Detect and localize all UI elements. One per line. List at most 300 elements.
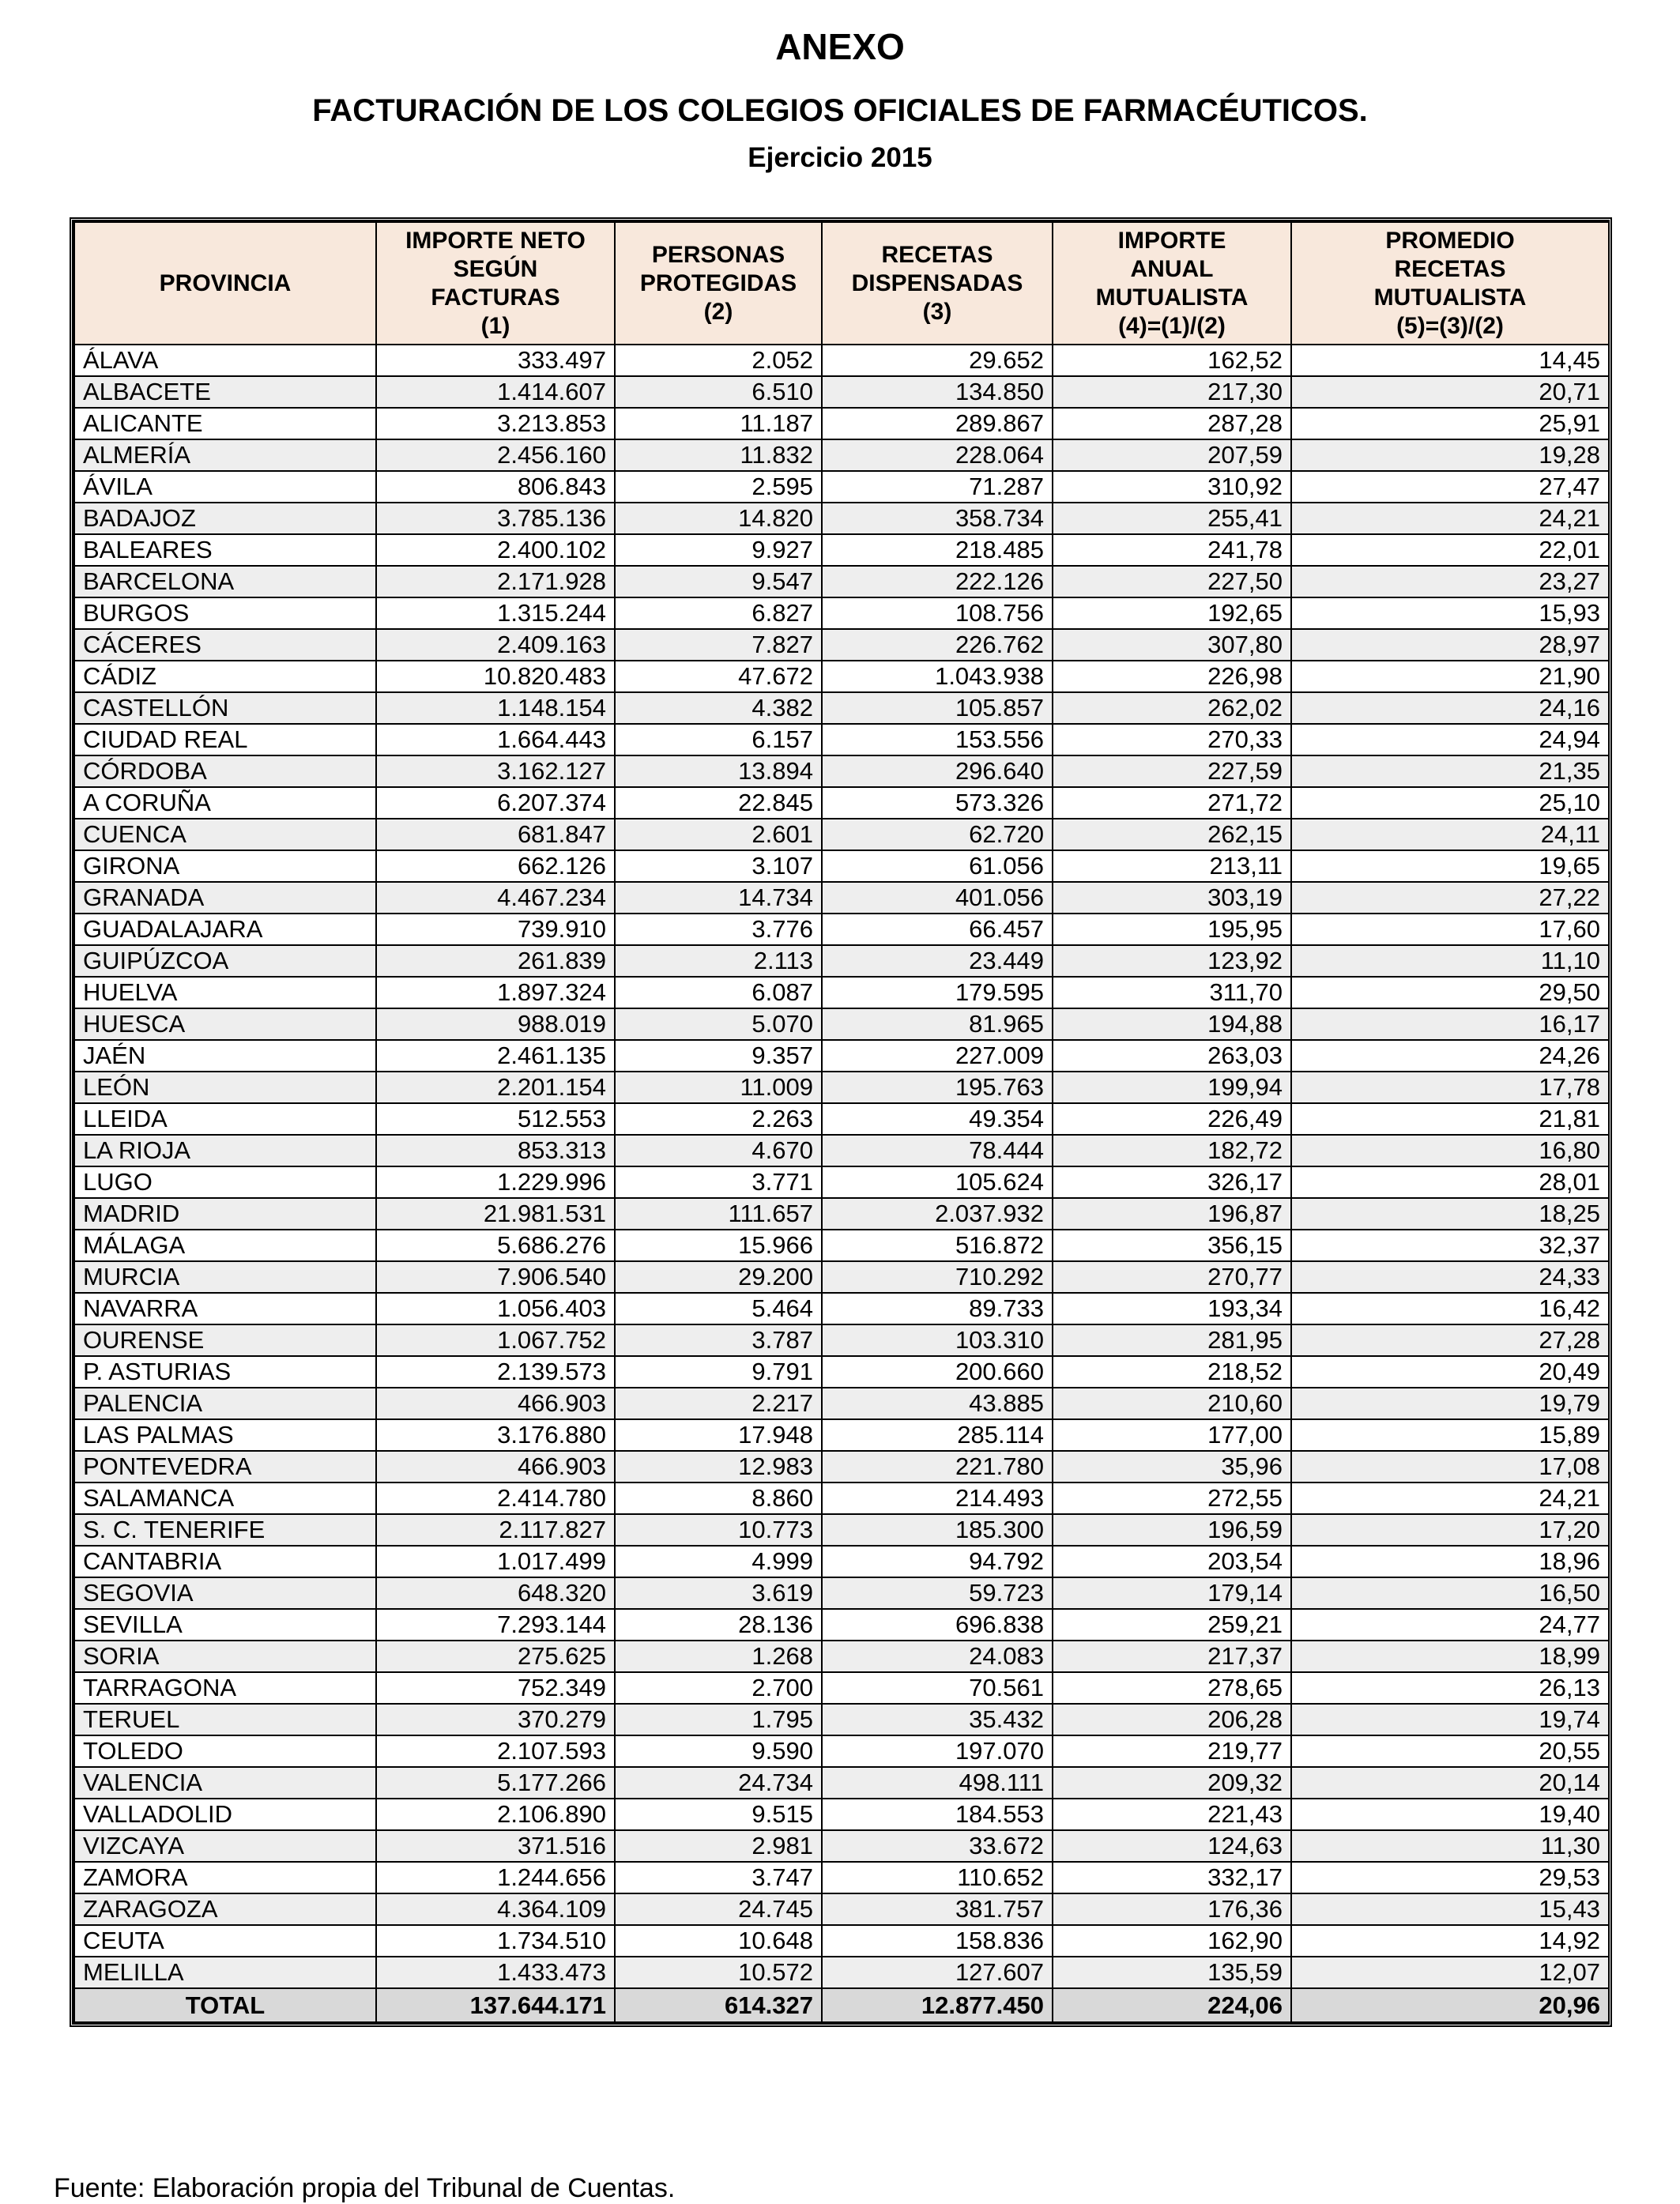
col-promedio-recetas-cell: 28,97 [1291, 629, 1609, 661]
col-promedio-recetas-header [1291, 222, 1609, 345]
table-row [74, 503, 1609, 534]
col-personas-protegidas-cell: 2.601 [615, 819, 822, 850]
col-promedio-recetas-cell: 15,89 [1291, 1419, 1609, 1451]
table-row [74, 1767, 1609, 1799]
table-row [74, 1704, 1609, 1735]
table-row [74, 1735, 1609, 1767]
col-recetas-dispensadas-cell: 81.965 [822, 1008, 1053, 1040]
col-promedio-recetas-cell: 18,96 [1291, 1546, 1609, 1577]
col-personas-protegidas-cell: 9.590 [615, 1735, 822, 1767]
page-title: ANEXO [775, 26, 905, 67]
table-row [74, 1925, 1609, 1957]
col-promedio-recetas-cell: 14,45 [1291, 345, 1609, 376]
col-promedio-recetas-cell: 23,27 [1291, 566, 1609, 597]
col-personas-protegidas-cell: 24.745 [615, 1893, 822, 1925]
col-recetas-dispensadas-cell: 105.624 [822, 1166, 1053, 1198]
col-importe-anual-cell: 270,33 [1053, 724, 1291, 755]
col-importe-neto-cell: 5.177.266 [376, 1767, 615, 1799]
col-recetas-dispensadas-cell: 62.720 [822, 819, 1053, 850]
province-cell: LA RIOJA [74, 1135, 376, 1166]
col-importe-neto-cell: 1.067.752 [376, 1324, 615, 1356]
table-row [74, 692, 1609, 724]
col-importe-anual-header [1053, 222, 1291, 345]
col-promedio-recetas-cell: 27,47 [1291, 471, 1609, 503]
col-importe-neto-cell: 371.516 [376, 1830, 615, 1862]
col-promedio-recetas-cell: 25,91 [1291, 408, 1609, 439]
col-personas-protegidas-cell: 29.200 [615, 1261, 822, 1293]
header-line: ANUAL [1130, 255, 1214, 282]
col-personas-protegidas-cell: 17.948 [615, 1419, 822, 1451]
header-line: (2) [703, 298, 733, 325]
table-header-row [74, 222, 1609, 345]
province-cell: CASTELLÓN [74, 692, 376, 724]
col-importe-anual-cell: 192,65 [1053, 597, 1291, 629]
col-promedio-recetas-cell: 11,10 [1291, 945, 1609, 977]
col-importe-anual-cell: 196,59 [1053, 1514, 1291, 1546]
col-recetas-dispensadas-cell: 195.763 [822, 1072, 1053, 1103]
col-personas-protegidas-cell: 3.747 [615, 1862, 822, 1893]
col-promedio-recetas-cell: 17,08 [1291, 1451, 1609, 1483]
col-personas-protegidas-cell: 5.070 [615, 1008, 822, 1040]
col-personas-protegidas-cell: 5.464 [615, 1293, 822, 1324]
col-personas-protegidas-cell: 9.547 [615, 566, 822, 597]
province-cell: LLEIDA [74, 1103, 376, 1135]
col-personas-protegidas-cell: 6.510 [615, 376, 822, 408]
col-importe-anual-cell: 162,52 [1053, 345, 1291, 376]
province-cell: CEUTA [74, 1925, 376, 1957]
header-line: PROTEGIDAS [639, 269, 797, 296]
table-row [74, 471, 1609, 503]
col-personas-protegidas-cell: 2.052 [615, 345, 822, 376]
province-cell: CÁCERES [74, 629, 376, 661]
col-personas-protegidas-cell: 1.795 [615, 1704, 822, 1735]
col-personas-protegidas-cell: 11.832 [615, 439, 822, 471]
table-row [74, 1324, 1609, 1356]
col-importe-anual-cell: 310,92 [1053, 471, 1291, 503]
table-row [74, 661, 1609, 692]
col-personas-protegidas-cell: 15.966 [615, 1230, 822, 1261]
col-personas-protegidas-cell: 8.860 [615, 1483, 822, 1514]
province-cell: A CORUÑA [74, 787, 376, 819]
col-importe-neto-cell: 5.686.276 [376, 1230, 615, 1261]
province-cell: TARRAGONA [74, 1672, 376, 1704]
col-recetas-dispensadas-cell: 43.885 [822, 1388, 1053, 1419]
col-importe-anual-cell: 263,03 [1053, 1040, 1291, 1072]
province-cell: VALENCIA [74, 1767, 376, 1799]
col-importe-neto-cell: 7.906.540 [376, 1261, 615, 1293]
table-body [74, 345, 1609, 2022]
col-personas-protegidas-cell: 14.734 [615, 882, 822, 914]
col-importe-neto-cell: 6.207.374 [376, 787, 615, 819]
col-importe-anual-cell: 272,55 [1053, 1483, 1291, 1514]
col-personas-protegidas-cell: 2.217 [615, 1388, 822, 1419]
col-promedio-recetas-cell: 24,21 [1291, 1483, 1609, 1514]
province-cell: ÁLAVA [74, 345, 376, 376]
col-importe-neto-cell: 2.107.593 [376, 1735, 615, 1767]
col-personas-protegidas-cell: 1.268 [615, 1641, 822, 1672]
col-personas-protegidas-cell: 3.107 [615, 850, 822, 882]
col-importe-anual-cell: 207,59 [1053, 439, 1291, 471]
table-row [74, 376, 1609, 408]
col-personas-protegidas-cell: 6.087 [615, 977, 822, 1008]
col-importe-anual-cell: 241,78 [1053, 534, 1291, 566]
col-recetas-dispensadas-cell: 24.083 [822, 1641, 1053, 1672]
col-recetas-dispensadas-cell: 2.037.932 [822, 1198, 1053, 1230]
col-promedio-recetas-cell: 29,53 [1291, 1862, 1609, 1893]
col-personas-protegidas-cell: 2.113 [615, 945, 822, 977]
col-promedio-recetas-cell: 24,77 [1291, 1609, 1609, 1641]
col-importe-neto-cell: 2.456.160 [376, 439, 615, 471]
col-recetas-dispensadas-cell: 228.064 [822, 439, 1053, 471]
col-recetas-dispensadas-cell: 78.444 [822, 1135, 1053, 1166]
col-importe-neto-cell: 2.139.573 [376, 1356, 615, 1388]
province-cell: LUGO [74, 1166, 376, 1198]
table-row [74, 1483, 1609, 1514]
col-importe-anual-cell: 219,77 [1053, 1735, 1291, 1767]
col-personas-protegidas-cell: 10.773 [615, 1514, 822, 1546]
province-cell: SEGOVIA [74, 1577, 376, 1609]
billing-table-frame [70, 217, 1612, 2027]
col-importe-neto-cell: 1.734.510 [376, 1925, 615, 1957]
table-row [74, 1957, 1609, 1988]
table-row [74, 787, 1609, 819]
col-promedio-recetas-cell: 17,60 [1291, 914, 1609, 945]
col-promedio-recetas-cell: 26,13 [1291, 1672, 1609, 1704]
province-cell: S. C. TENERIFE [74, 1514, 376, 1546]
total-label: TOTAL [74, 1988, 376, 2022]
table-row [74, 408, 1609, 439]
col-promedio-recetas-cell: 12,07 [1291, 1957, 1609, 1988]
col-importe-anual-cell: 226,49 [1053, 1103, 1291, 1135]
header-line: (5)=(3)/(2) [1396, 312, 1504, 339]
col-importe-anual-cell: 209,32 [1053, 1767, 1291, 1799]
table-row [74, 914, 1609, 945]
col-recetas-dispensadas-cell: 179.595 [822, 977, 1053, 1008]
col-recetas-dispensadas-cell: 108.756 [822, 597, 1053, 629]
col-promedio-recetas-cell: 24,94 [1291, 724, 1609, 755]
col-recetas-dispensadas-cell: 127.607 [822, 1957, 1053, 1988]
col-recetas-dispensadas-cell: 573.326 [822, 787, 1053, 819]
col-personas-protegidas-cell: 4.999 [615, 1546, 822, 1577]
col-personas-protegidas-cell: 11.187 [615, 408, 822, 439]
table-row [74, 439, 1609, 471]
col-importe-anual-total: 224,06 [1053, 1988, 1291, 2022]
col-importe-anual-cell: 255,41 [1053, 503, 1291, 534]
col-promedio-recetas-cell: 19,28 [1291, 439, 1609, 471]
col-importe-neto-cell: 1.056.403 [376, 1293, 615, 1324]
col-importe-neto-cell: 662.126 [376, 850, 615, 882]
province-cell: CÓRDOBA [74, 755, 376, 787]
col-recetas-dispensadas-cell: 29.652 [822, 345, 1053, 376]
col-provincia-header [74, 222, 376, 345]
col-recetas-dispensadas-total: 12.877.450 [822, 1988, 1053, 2022]
col-importe-neto-cell: 3.785.136 [376, 503, 615, 534]
province-cell: JAÉN [74, 1040, 376, 1072]
col-importe-anual-cell: 270,77 [1053, 1261, 1291, 1293]
table-row [74, 1388, 1609, 1419]
col-personas-protegidas-cell: 11.009 [615, 1072, 822, 1103]
col-importe-anual-cell: 179,14 [1053, 1577, 1291, 1609]
table-row [74, 1166, 1609, 1198]
province-cell: VIZCAYA [74, 1830, 376, 1862]
province-cell: BURGOS [74, 597, 376, 629]
province-cell: SORIA [74, 1641, 376, 1672]
table-row [74, 1008, 1609, 1040]
header-line: PERSONAS [651, 241, 785, 268]
col-importe-anual-cell: 259,21 [1053, 1609, 1291, 1641]
col-recetas-dispensadas-cell: 89.733 [822, 1293, 1053, 1324]
table-row [74, 1198, 1609, 1230]
col-recetas-dispensadas-cell: 66.457 [822, 914, 1053, 945]
col-importe-anual-cell: 356,15 [1053, 1230, 1291, 1261]
table-row [74, 1830, 1609, 1862]
col-personas-protegidas-cell: 12.983 [615, 1451, 822, 1483]
col-promedio-recetas-cell: 24,33 [1291, 1261, 1609, 1293]
province-cell: CUENCA [74, 819, 376, 850]
col-recetas-dispensadas-cell: 226.762 [822, 629, 1053, 661]
col-importe-anual-cell: 262,15 [1053, 819, 1291, 850]
col-personas-protegidas-total: 614.327 [615, 1988, 822, 2022]
table-row [74, 1799, 1609, 1830]
col-importe-neto-cell: 648.320 [376, 1577, 615, 1609]
col-personas-protegidas-cell: 14.820 [615, 503, 822, 534]
col-recetas-dispensadas-cell: 1.043.938 [822, 661, 1053, 692]
col-personas-protegidas-cell: 9.791 [615, 1356, 822, 1388]
header-line: PROMEDIO [1385, 227, 1515, 254]
col-importe-neto-cell: 2.171.928 [376, 566, 615, 597]
table-row [74, 1261, 1609, 1293]
col-personas-protegidas-cell: 6.157 [615, 724, 822, 755]
province-cell: GUIPÚZCOA [74, 945, 376, 977]
col-importe-anual-cell: 196,87 [1053, 1198, 1291, 1230]
col-recetas-dispensadas-cell: 710.292 [822, 1261, 1053, 1293]
table-row [74, 1641, 1609, 1672]
col-promedio-recetas-cell: 20,14 [1291, 1767, 1609, 1799]
col-recetas-dispensadas-cell: 49.354 [822, 1103, 1053, 1135]
col-importe-anual-cell: 218,52 [1053, 1356, 1291, 1388]
table-row [74, 724, 1609, 755]
page-subtitle: FACTURACIÓN DE LOS COLEGIOS OFICIALES DE FARMACÉUTICOS. [312, 93, 1368, 128]
col-promedio-recetas-cell: 16,50 [1291, 1577, 1609, 1609]
col-importe-neto-cell: 4.364.109 [376, 1893, 615, 1925]
col-recetas-dispensadas-cell: 221.780 [822, 1451, 1053, 1483]
col-recetas-dispensadas-cell: 222.126 [822, 566, 1053, 597]
province-cell: ÁVILA [74, 471, 376, 503]
col-importe-anual-cell: 135,59 [1053, 1957, 1291, 1988]
col-importe-anual-cell: 124,63 [1053, 1830, 1291, 1862]
header-line: (3) [922, 298, 952, 325]
col-personas-protegidas-cell: 2.981 [615, 1830, 822, 1862]
col-promedio-recetas-cell: 24,11 [1291, 819, 1609, 850]
col-personas-protegidas-cell: 28.136 [615, 1609, 822, 1641]
col-promedio-recetas-cell: 21,90 [1291, 661, 1609, 692]
col-promedio-recetas-cell: 18,25 [1291, 1198, 1609, 1230]
province-cell: PALENCIA [74, 1388, 376, 1419]
col-importe-neto-cell: 1.664.443 [376, 724, 615, 755]
col-importe-neto-cell: 1.433.473 [376, 1957, 615, 1988]
province-cell: CANTABRIA [74, 1546, 376, 1577]
col-importe-neto-cell: 2.117.827 [376, 1514, 615, 1546]
header-line: RECETAS [881, 241, 993, 268]
col-promedio-recetas-cell: 19,65 [1291, 850, 1609, 882]
col-importe-neto-cell: 7.293.144 [376, 1609, 615, 1641]
col-importe-neto-total: 137.644.171 [376, 1988, 615, 2022]
col-importe-neto-cell: 1.017.499 [376, 1546, 615, 1577]
col-importe-neto-cell: 466.903 [376, 1451, 615, 1483]
table-row [74, 819, 1609, 850]
col-recetas-dispensadas-cell: 94.792 [822, 1546, 1053, 1577]
col-promedio-recetas-cell: 28,01 [1291, 1166, 1609, 1198]
header-line: RECETAS [1394, 255, 1506, 282]
col-importe-neto-cell: 1.229.996 [376, 1166, 615, 1198]
header-line: SEGÚN [453, 255, 538, 282]
province-cell: ZARAGOZA [74, 1893, 376, 1925]
col-importe-anual-cell: 162,90 [1053, 1925, 1291, 1957]
table-row [74, 945, 1609, 977]
col-importe-anual-cell: 332,17 [1053, 1862, 1291, 1893]
province-cell: LEÓN [74, 1072, 376, 1103]
col-personas-protegidas-cell: 4.382 [615, 692, 822, 724]
col-importe-anual-cell: 193,34 [1053, 1293, 1291, 1324]
province-cell: BADAJOZ [74, 503, 376, 534]
col-importe-anual-cell: 35,96 [1053, 1451, 1291, 1483]
province-cell: ZAMORA [74, 1862, 376, 1893]
col-personas-protegidas-cell: 9.927 [615, 534, 822, 566]
col-importe-neto-cell: 752.349 [376, 1672, 615, 1704]
col-recetas-dispensadas-cell: 296.640 [822, 755, 1053, 787]
col-promedio-recetas-cell: 21,35 [1291, 755, 1609, 787]
header-line: MUTUALISTA [1095, 284, 1249, 311]
col-recetas-dispensadas-cell: 59.723 [822, 1577, 1053, 1609]
col-promedio-recetas-cell: 20,71 [1291, 376, 1609, 408]
table-row [74, 345, 1609, 376]
col-personas-protegidas-cell: 3.787 [615, 1324, 822, 1356]
col-importe-neto-cell: 3.162.127 [376, 755, 615, 787]
table-row [74, 1893, 1609, 1925]
col-promedio-recetas-cell: 17,78 [1291, 1072, 1609, 1103]
col-importe-anual-cell: 271,72 [1053, 787, 1291, 819]
col-importe-anual-cell: 195,95 [1053, 914, 1291, 945]
col-recetas-dispensadas-cell: 289.867 [822, 408, 1053, 439]
col-personas-protegidas-cell: 2.595 [615, 471, 822, 503]
col-importe-anual-cell: 194,88 [1053, 1008, 1291, 1040]
col-importe-anual-cell: 281,95 [1053, 1324, 1291, 1356]
col-recetas-dispensadas-cell: 516.872 [822, 1230, 1053, 1261]
table-row [74, 566, 1609, 597]
table-row [74, 1356, 1609, 1388]
col-recetas-dispensadas-cell: 35.432 [822, 1704, 1053, 1735]
col-promedio-recetas-cell: 24,26 [1291, 1040, 1609, 1072]
col-recetas-dispensadas-cell: 158.836 [822, 1925, 1053, 1957]
col-recetas-dispensadas-cell: 134.850 [822, 376, 1053, 408]
col-importe-anual-cell: 199,94 [1053, 1072, 1291, 1103]
col-importe-neto-cell: 21.981.531 [376, 1198, 615, 1230]
table-row [74, 629, 1609, 661]
col-importe-anual-cell: 303,19 [1053, 882, 1291, 914]
table-row [74, 1040, 1609, 1072]
col-importe-neto-cell: 275.625 [376, 1641, 615, 1672]
col-importe-anual-cell: 217,30 [1053, 376, 1291, 408]
col-recetas-dispensadas-cell: 214.493 [822, 1483, 1053, 1514]
province-cell: SEVILLA [74, 1609, 376, 1641]
col-importe-neto-cell: 10.820.483 [376, 661, 615, 692]
col-importe-neto-cell: 2.461.135 [376, 1040, 615, 1072]
col-promedio-recetas-cell: 19,79 [1291, 1388, 1609, 1419]
header-line: DISPENSADAS [851, 269, 1023, 296]
col-personas-protegidas-cell: 2.263 [615, 1103, 822, 1135]
col-recetas-dispensadas-cell: 185.300 [822, 1514, 1053, 1546]
col-recetas-dispensadas-cell: 110.652 [822, 1862, 1053, 1893]
col-recetas-dispensadas-cell: 285.114 [822, 1419, 1053, 1451]
province-cell: MADRID [74, 1198, 376, 1230]
col-importe-neto-cell: 3.176.880 [376, 1419, 615, 1451]
province-cell: GRANADA [74, 882, 376, 914]
province-cell: HUELVA [74, 977, 376, 1008]
col-recetas-dispensadas-header [822, 222, 1053, 345]
province-cell: TOLEDO [74, 1735, 376, 1767]
province-cell: BALEARES [74, 534, 376, 566]
col-importe-neto-cell: 370.279 [376, 1704, 615, 1735]
header-line: (1) [480, 312, 510, 339]
col-recetas-dispensadas-cell: 696.838 [822, 1609, 1053, 1641]
province-cell: ALICANTE [74, 408, 376, 439]
col-recetas-dispensadas-cell: 71.287 [822, 471, 1053, 503]
col-importe-neto-cell: 2.400.102 [376, 534, 615, 566]
col-promedio-recetas-cell: 16,80 [1291, 1135, 1609, 1166]
col-promedio-recetas-cell: 11,30 [1291, 1830, 1609, 1862]
province-cell: PONTEVEDRA [74, 1451, 376, 1483]
col-recetas-dispensadas-cell: 184.553 [822, 1799, 1053, 1830]
province-cell: CÁDIZ [74, 661, 376, 692]
col-importe-anual-cell: 182,72 [1053, 1135, 1291, 1166]
col-importe-neto-cell: 2.414.780 [376, 1483, 615, 1514]
province-cell: TERUEL [74, 1704, 376, 1735]
col-promedio-recetas-cell: 17,20 [1291, 1514, 1609, 1546]
header-line: FACTURAS [431, 284, 560, 311]
header-line: IMPORTE NETO [405, 227, 586, 254]
province-cell: ALMERÍA [74, 439, 376, 471]
province-cell: VALLADOLID [74, 1799, 376, 1830]
col-promedio-recetas-cell: 15,43 [1291, 1893, 1609, 1925]
col-importe-anual-cell: 278,65 [1053, 1672, 1291, 1704]
col-recetas-dispensadas-cell: 381.757 [822, 1893, 1053, 1925]
table-row [74, 755, 1609, 787]
col-recetas-dispensadas-cell: 61.056 [822, 850, 1053, 882]
table-row [74, 1514, 1609, 1546]
col-importe-anual-cell: 206,28 [1053, 1704, 1291, 1735]
col-recetas-dispensadas-cell: 200.660 [822, 1356, 1053, 1388]
province-cell: MURCIA [74, 1261, 376, 1293]
col-personas-protegidas-cell: 3.776 [615, 914, 822, 945]
col-personas-protegidas-cell: 9.515 [615, 1799, 822, 1830]
col-importe-neto-cell: 2.201.154 [376, 1072, 615, 1103]
col-personas-protegidas-cell: 4.670 [615, 1135, 822, 1166]
col-personas-protegidas-cell: 7.827 [615, 629, 822, 661]
col-importe-anual-cell: 227,50 [1053, 566, 1291, 597]
col-importe-anual-cell: 176,36 [1053, 1893, 1291, 1925]
province-cell: GUADALAJARA [74, 914, 376, 945]
col-personas-protegidas-cell: 10.572 [615, 1957, 822, 1988]
province-cell: P. ASTURIAS [74, 1356, 376, 1388]
table-row [74, 1419, 1609, 1451]
col-recetas-dispensadas-cell: 153.556 [822, 724, 1053, 755]
table-row [74, 850, 1609, 882]
col-recetas-dispensadas-cell: 197.070 [822, 1735, 1053, 1767]
province-cell: ALBACETE [74, 376, 376, 408]
col-recetas-dispensadas-cell: 498.111 [822, 1767, 1053, 1799]
province-cell: BARCELONA [74, 566, 376, 597]
col-promedio-recetas-cell: 24,16 [1291, 692, 1609, 724]
